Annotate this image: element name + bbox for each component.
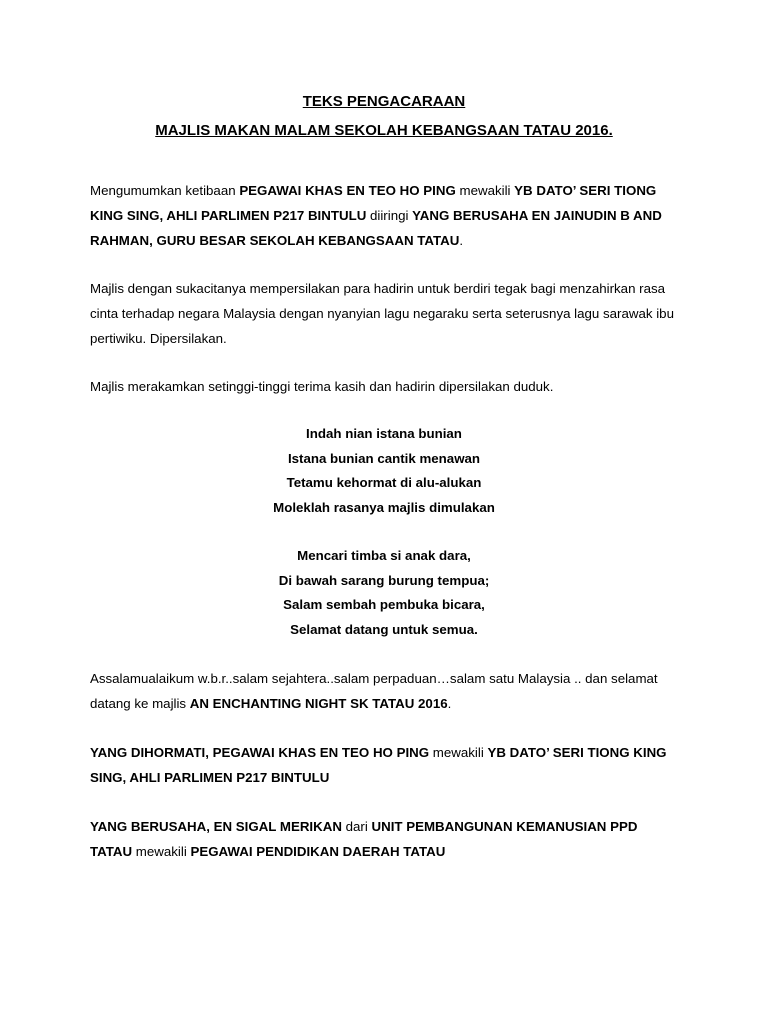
p6-bold-c: UNIT PEMBANGUNAN KEMANUSIAN PPD TATAU xyxy=(90,819,638,859)
p4-text-a: Assalamualaikum w.b.r..salam sejahtera..salam perpaduan…salam satu Malaysia .. dan selamat datang ke majlis xyxy=(90,671,658,711)
poem-line: Istana bunian cantik menawan xyxy=(287,450,481,466)
p4-text-c: . xyxy=(447,696,452,711)
poem-line: Moleklah rasanya majlis dimulakan xyxy=(273,499,495,515)
document-title: TEKS PENGACARAAN xyxy=(302,93,466,110)
p1-text-e: diiringi xyxy=(366,208,413,223)
poem-line: Di bawah sarang burung tempua; xyxy=(278,572,490,588)
p5-bold-a: YANG DIHORMATI, PEGAWAI KHAS EN TEO HO PING xyxy=(90,745,430,760)
poem-line: Tetamu kehormat di alu-alukan xyxy=(286,475,482,490)
p1-bold-b: PEGAWAI KHAS EN TEO HO PING xyxy=(239,183,456,198)
poem-line: Selamat datang untuk semua. xyxy=(290,621,478,637)
poem-stanza-1 xyxy=(90,422,678,520)
poem-line: Mencari timba si anak dara, xyxy=(297,548,471,563)
paragraph-announcement xyxy=(90,178,678,253)
p6-text-b: dari xyxy=(341,819,372,834)
paragraph-representative xyxy=(90,814,678,864)
p6-bold-a: YANG BERUSAHA, EN SIGAL MERIKAN xyxy=(90,819,342,834)
p4-bold-b: AN ENCHANTING NIGHT SK TATAU 2016 xyxy=(189,696,448,711)
document-subtitle: MAJLIS MAKAN MALAM SEKOLAH KEBANGSAAN TATAU 2016. xyxy=(155,122,613,139)
p1-bold-d: YB DATO’ SERI TIONG KING SING, AHLI PARLIMEN P217 BINTULU xyxy=(90,183,657,223)
p6-bold-e: PEGAWAI PENDIDIKAN DAERAH TATAU xyxy=(190,844,446,859)
paragraph-honoured-guest xyxy=(90,740,678,790)
p1-text-a: Mengumumkan ketibaan xyxy=(90,183,240,198)
paragraph-thanks: Majlis merakamkan setinggi-tinggi terima kasih dan hadirin dipersilakan duduk. xyxy=(90,379,554,394)
poem-line: Indah nian istana bunian xyxy=(306,426,462,441)
paragraph-anthem: Majlis dengan sukacitanya mempersilakan para hadirin untuk berdiri tegak bagi menzahirkan rasa cinta terhadap negara Malaysia dengan nyanyian lagu negaraku serta seterusnya lagu sarawak ibu pertiwiku. Dipersilakan. xyxy=(90,281,674,346)
p1-text-c: mewakili xyxy=(455,183,515,198)
p6-text-d: mewakili xyxy=(132,844,191,859)
poem-line: Salam sembah pembuka bicara, xyxy=(283,597,485,612)
p1-bold-f: YANG BERUSAHA EN JAINUDIN B AND RAHMAN, GURU BESAR SEKOLAH KEBANGSAAN TATAU xyxy=(90,208,662,248)
p5-bold-c: YB DATO’ SERI TIONG KING SING, AHLI PARLIMEN P217 BINTULU xyxy=(90,745,667,785)
poem-stanza-2 xyxy=(90,544,678,642)
paragraph-greeting xyxy=(90,666,678,716)
p1-text-g: . xyxy=(459,233,464,248)
p5-text-b: mewakili xyxy=(429,745,488,760)
